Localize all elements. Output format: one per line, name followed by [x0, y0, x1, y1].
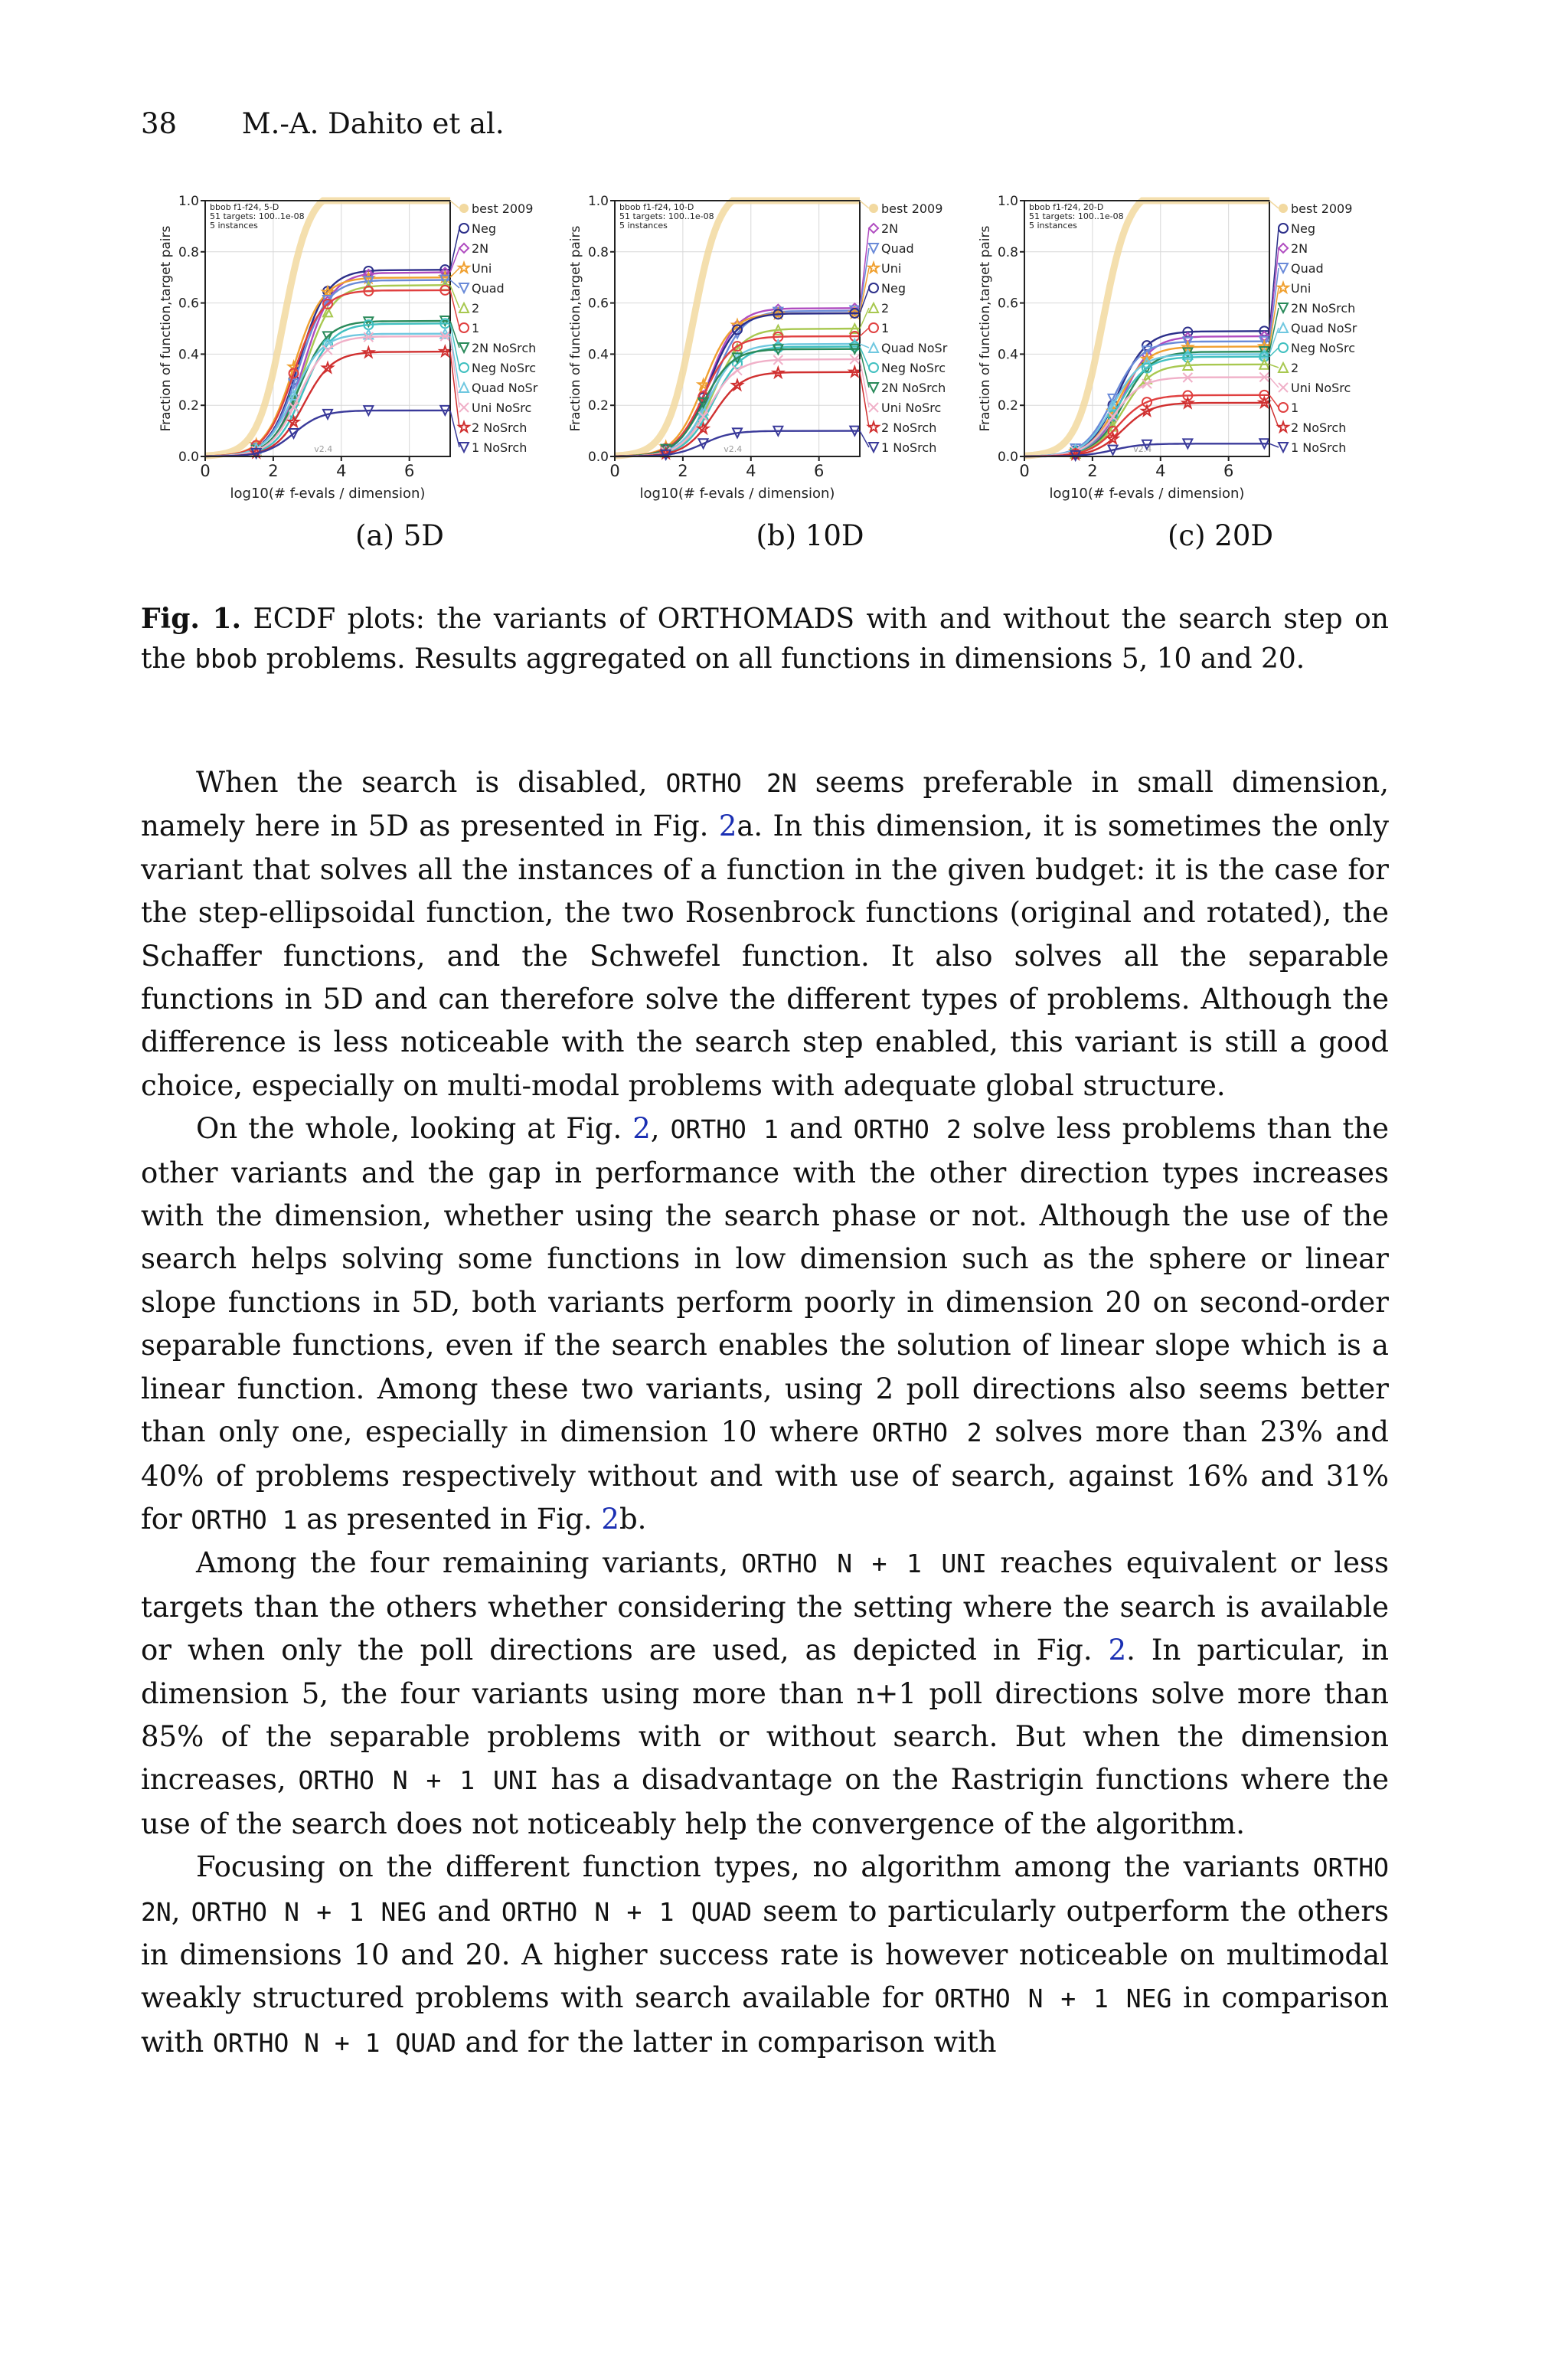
- ecdf-curve-2-nosrch: [205, 352, 450, 456]
- grid: [1024, 201, 1269, 456]
- legend-marker: [869, 343, 878, 352]
- figure-caption: [141, 599, 1389, 679]
- running-header: [141, 107, 505, 140]
- panel-a: [158, 187, 571, 509]
- legend-connector: [860, 201, 869, 208]
- legend: [860, 201, 948, 455]
- y-tick-label: 0.8: [178, 244, 199, 260]
- legend-label: 1 NoSrch: [472, 440, 528, 455]
- legend-connector: [1269, 201, 1279, 208]
- legend-label: 2 NoSrch: [881, 420, 937, 435]
- inline-code: ORTHO N + 1 UNI: [298, 1765, 539, 1796]
- legend-connector: [860, 431, 869, 447]
- legend-marker: [459, 263, 469, 273]
- legend-label: Quad NoSr: [472, 381, 538, 395]
- legend-marker: [1279, 204, 1288, 213]
- legend-marker: [1279, 263, 1288, 273]
- figure-ref-link[interactable]: 2: [718, 810, 737, 843]
- legend-marker: [869, 383, 878, 392]
- legend-label: best 2009: [1291, 201, 1353, 216]
- legend-label: Uni: [881, 261, 902, 276]
- legend-label: Quad: [1291, 261, 1324, 276]
- legend-marker: [1278, 283, 1288, 293]
- legend-label: Uni NoSrc: [1291, 381, 1351, 395]
- legend-marker: [869, 224, 878, 233]
- x-tick-label: 0: [609, 462, 620, 480]
- info-text: 5 instances: [619, 221, 668, 231]
- ecdf-curve-1: [205, 290, 450, 456]
- legend-marker: [459, 323, 469, 332]
- legend-label: best 2009: [472, 201, 534, 216]
- legend-connector: [1269, 248, 1279, 336]
- x-tick-label: 4: [1155, 462, 1166, 480]
- y-tick-label: 0.0: [997, 450, 1018, 465]
- legend-marker: [1279, 403, 1288, 412]
- page-number: 38: [141, 107, 178, 140]
- version-label: v2.4: [724, 444, 743, 454]
- curves: [615, 201, 860, 460]
- legend-marker: [869, 283, 878, 293]
- x-tick-label: 6: [403, 462, 415, 480]
- legend-label: Quad NoSr: [881, 341, 948, 355]
- legend: [450, 201, 538, 455]
- inline-code: ORTHO 2: [871, 1418, 982, 1448]
- legend-label: 1: [881, 321, 890, 335]
- caption-label: Fig. 1.: [141, 603, 242, 635]
- caption-text-2: problems. Results aggregated on all functions in dimensions 5, 10 and 20.: [266, 643, 1305, 675]
- legend-marker: [869, 363, 878, 372]
- y-tick-label: 0.0: [587, 450, 609, 465]
- info-text: 5 instances: [210, 221, 258, 231]
- legend-marker: [459, 283, 469, 293]
- inline-code: ORTHO 2: [853, 1114, 962, 1145]
- x-tick-label: 4: [746, 462, 756, 480]
- legend-label: 2 NoSrch: [1291, 420, 1347, 435]
- paragraph-2: On the whole, looking at Fig. 2, ORTHO 1 and ORTHO 2 solve less problems than the other variants and the gap in performance with the other direction types increases with the dimension, whether using the search phase or not. Although the use of the search helps solving some functions in low dimension such as the sphere or linear slope functions in 5D, both variants perform poorly in dimension 20 on second-order separable functions, even if the search enables the solution of linear slope which is a linear function. Among these two variants, using 2 poll directions also seems better than only one, especially in dimension 10 where ORTHO 2 solves more than 23% and 40% of problems respectively without and with use of search, against 16% and 31% for ORTHO 1 as presented in Fig. 2b.: [141, 1112, 1389, 1536]
- x-axis-label: log10(# f-evals / dimension): [1049, 486, 1245, 502]
- legend-connector: [1269, 443, 1279, 447]
- legend-connector: [1269, 377, 1279, 388]
- legend-marker: [459, 224, 469, 233]
- x-axis-label: log10(# f-evals / dimension): [230, 486, 426, 502]
- chart-10d: [567, 187, 981, 509]
- version-label: v2.4: [1133, 444, 1152, 454]
- y-axis-label: Fraction of function,target pairs: [568, 225, 583, 432]
- legend-label: 2N NoSrch: [472, 341, 537, 355]
- inline-code: ORTHO N + 1 QUAD: [501, 1896, 753, 1927]
- legend-label: Neg: [1291, 221, 1315, 236]
- legend-label: Neg: [881, 281, 906, 296]
- inline-code: ORTHO 1: [191, 1504, 298, 1535]
- y-tick-label: 0.0: [178, 450, 199, 465]
- legend-marker: [459, 343, 469, 352]
- legend-marker: [459, 204, 469, 213]
- legend-marker: [1279, 343, 1288, 352]
- y-tick-label: 0.6: [587, 296, 609, 312]
- authors: M.-A. Dahito et al.: [241, 107, 505, 140]
- legend-connector: [450, 280, 459, 288]
- panel-c: [977, 187, 1390, 509]
- legend-connector: [450, 201, 459, 208]
- legend-label: 2: [881, 301, 890, 316]
- y-tick-label: 0.4: [178, 347, 199, 363]
- curves: [1024, 201, 1269, 460]
- x-tick-label: 0: [200, 462, 211, 480]
- y-tick-label: 1.0: [997, 194, 1018, 209]
- y-tick-label: 0.8: [587, 244, 609, 260]
- legend-marker: [459, 303, 469, 312]
- info-text: 51 targets: 100..1e-08: [210, 211, 305, 221]
- y-tick-label: 0.4: [997, 347, 1018, 363]
- legend-marker: [459, 363, 469, 372]
- x-tick-label: 6: [813, 462, 825, 480]
- legend-label: 1 NoSrch: [1291, 440, 1347, 455]
- y-tick-label: 0.4: [587, 347, 609, 363]
- ecdf-curve-best-2009: [1024, 201, 1269, 456]
- legend-label: Neg: [472, 221, 496, 236]
- version-label: v2.4: [314, 444, 333, 454]
- legend-label: 2: [472, 301, 480, 316]
- legend-connector: [860, 228, 869, 308]
- legend-marker: [459, 403, 469, 412]
- legend-label: best 2009: [881, 201, 943, 216]
- x-tick-label: 2: [268, 462, 279, 480]
- chart-5d: [158, 187, 571, 509]
- info-text: bbob f1-f24, 20-D: [1029, 202, 1104, 212]
- caption-text-1: ECDF plots: the variants of ORTHOMADS with and without the search step on the: [141, 603, 1389, 675]
- y-tick-label: 0.2: [587, 398, 609, 414]
- legend-label: 1: [472, 321, 480, 335]
- inline-code: ORTHO N + 1 NEG: [934, 1984, 1172, 2014]
- legend-marker: [869, 303, 878, 312]
- x-tick-label: 4: [336, 462, 347, 480]
- legend-connector: [860, 328, 869, 336]
- legend-marker: [459, 383, 469, 392]
- inline-code: ORTHO N + 1 UNI: [741, 1549, 987, 1579]
- legend: [1269, 201, 1357, 455]
- caption-mono: bbob: [194, 644, 258, 675]
- legend-marker: [868, 263, 878, 273]
- y-tick-label: 1.0: [178, 194, 199, 209]
- legend-label: Neg NoSrc: [472, 361, 536, 375]
- panel-b: [567, 187, 981, 509]
- body-text: [141, 761, 1389, 2065]
- legend-label: Uni: [472, 261, 492, 276]
- legend-marker: [1279, 224, 1288, 233]
- x-tick-label: 2: [678, 462, 688, 480]
- inline-code: ORTHO 2N: [141, 1853, 1389, 1927]
- legend-marker: [1279, 363, 1288, 372]
- legend-marker: [1279, 443, 1288, 452]
- legend-label: Neg NoSrc: [1291, 341, 1355, 355]
- legend-label: 1: [1291, 401, 1299, 415]
- legend-marker: [459, 443, 469, 452]
- inline-code: ORTHO N + 1 QUAD: [212, 2027, 456, 2058]
- legend-marker: [1279, 323, 1288, 332]
- plot-frame: [1024, 201, 1269, 456]
- info-text: bbob f1-f24, 10-D: [619, 202, 694, 212]
- y-tick-label: 0.2: [997, 398, 1018, 414]
- legend-marker: [1278, 422, 1288, 432]
- legend-marker: [1279, 303, 1288, 312]
- y-tick-label: 0.6: [178, 296, 199, 312]
- legend-label: Uni: [1291, 281, 1312, 296]
- legend-label: 2 NoSrch: [472, 420, 528, 435]
- y-tick-label: 1.0: [587, 194, 609, 209]
- legend-label: Neg NoSrc: [881, 361, 946, 375]
- inline-code: ORTHO N + 1 NEG: [191, 1896, 427, 1927]
- chart-20d: [977, 187, 1390, 509]
- legend-marker: [869, 403, 878, 412]
- info-text: bbob f1-f24, 5-D: [210, 202, 279, 212]
- figure-ecdf: [158, 187, 1413, 509]
- legend-connector: [1269, 365, 1279, 368]
- figure-ref-link[interactable]: 2: [601, 1502, 619, 1536]
- legend-label: Quad: [881, 241, 914, 256]
- legend-label: Uni NoSrc: [472, 401, 532, 415]
- legend-marker: [1279, 244, 1288, 253]
- legend-label: Quad NoSr: [1291, 321, 1357, 335]
- info-text: 51 targets: 100..1e-08: [1029, 211, 1124, 221]
- legend-label: Quad: [472, 281, 505, 296]
- paragraph-1: When the search is disabled, ORTHO 2N seems preferable in small dimension, namely here in 5D as presented in Fig. 2a. In this dimension, it is sometimes the only variant that solves all the instances of a function in the given budget: it is the case for the step-ellipsoidal function, the two Rosenbrock functions (original and rotated), the Schaffer functions, and the Schwefel function. It also solves all the separable functions in 5D and can therefore solve the different types of problems. Although the difference is less noticeable with the search step enabled, this variant is still a good choice, especially on multi-modal problems with adequate global structure.: [141, 766, 1389, 1102]
- legend-connector: [860, 344, 869, 348]
- y-tick-label: 0.2: [178, 398, 199, 414]
- legend-label: 1 NoSrch: [881, 440, 937, 455]
- legend-marker: [869, 443, 878, 452]
- legend-marker: [869, 323, 878, 332]
- subcaption-c: (c) 20D: [1167, 519, 1274, 552]
- legend-connector: [450, 228, 459, 270]
- figure-ref-link[interactable]: 2: [632, 1112, 651, 1146]
- legend-marker: [459, 244, 469, 253]
- x-tick-label: 6: [1223, 462, 1234, 480]
- x-tick-label: 0: [1019, 462, 1030, 480]
- y-tick-label: 0.6: [997, 296, 1018, 312]
- x-axis-label: log10(# f-evals / dimension): [639, 486, 835, 502]
- legend-label: Uni NoSrc: [881, 401, 942, 415]
- y-tick-label: 0.8: [997, 244, 1018, 260]
- ecdf-curve-quad: [615, 311, 860, 456]
- legend-marker: [869, 204, 878, 213]
- legend-label: 2N: [472, 241, 489, 256]
- curves: [205, 201, 450, 458]
- legend-marker: [868, 422, 878, 432]
- paragraph-3: Among the four remaining variants, ORTHO N + 1 UNI reaches equivalent or less targets than the others whether considering the setting where the search is available or when only the poll directions are used, as depicted in Fig. 2. In particular, in dimension 5, the four variants using more than n+1 poll directions solve more than 85% of the separable problems with or without search. But when the dimension increases, ORTHO N + 1 UNI has a disadvantage on the Rastrigin functions where the use of the search does not noticeably help the convergence of the algorithm.: [141, 1546, 1389, 1840]
- legend-label: 2N: [1291, 241, 1308, 256]
- legend-marker: [459, 422, 469, 432]
- y-axis-label: Fraction of function,target pairs: [158, 225, 174, 432]
- legend-label: 2N NoSrch: [1291, 301, 1356, 316]
- legend-label: 2N: [881, 221, 899, 236]
- legend-label: 2: [1291, 361, 1299, 375]
- x-tick-label: 2: [1087, 462, 1098, 480]
- paragraph-4: Focusing on the different function types, no algorithm among the variants ORTHO 2N, ORTHO N + 1 NEG and ORTHO N + 1 QUAD seem to particularly outperform the others in dimensions 10 and 20. A higher success rate is however noticeable on multimodal weakly structured problems with search available for ORTHO N + 1 NEG in comparison with ORTHO N + 1 QUAD and for the latter in comparison with: [141, 1850, 1389, 2059]
- ecdf-marker: [733, 366, 742, 375]
- legend-label: 2N NoSrch: [881, 381, 946, 395]
- info-text: 5 instances: [1029, 221, 1077, 231]
- figure-ref-link[interactable]: 2: [1108, 1634, 1127, 1667]
- legend-marker: [869, 244, 878, 253]
- legend-marker: [1279, 383, 1288, 392]
- subcaption-b: (b) 10D: [756, 519, 864, 552]
- y-axis-label: Fraction of function,target pairs: [978, 225, 993, 432]
- info-text: 51 targets: 100..1e-08: [619, 211, 714, 221]
- inline-code: ORTHO 1: [670, 1114, 779, 1145]
- subcaption-a: (a) 5D: [355, 519, 444, 552]
- inline-code: ORTHO 2N: [665, 768, 797, 798]
